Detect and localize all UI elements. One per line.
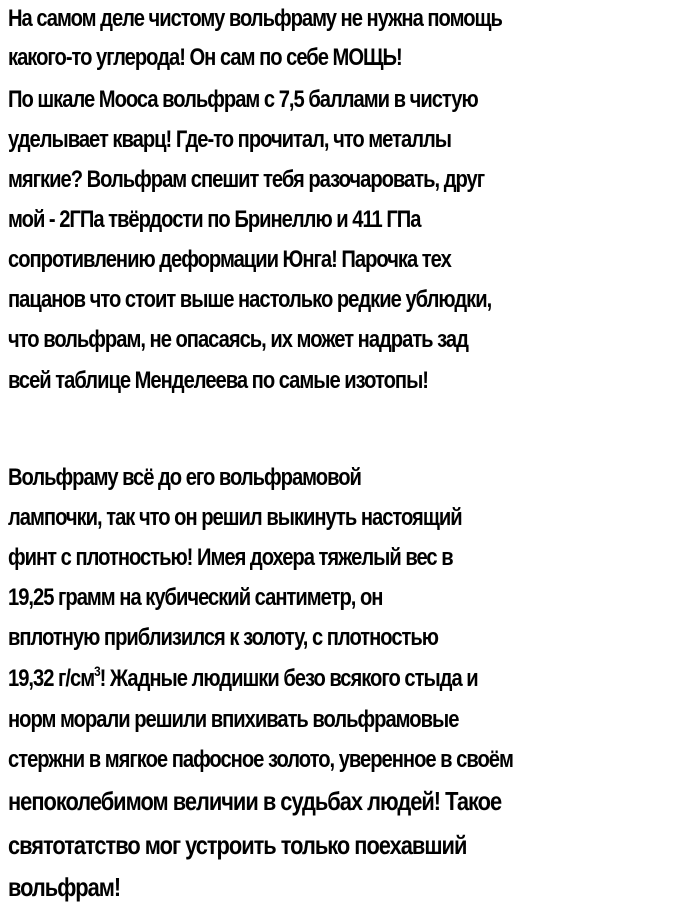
text-line: лампочки, так что он решил выкинуть настоящий [8,504,462,531]
text-line: вплотную приблизился к золоту, с плотностью [8,624,439,651]
text-line: какого-то углерода! Он сам по себе МОЩЬ! [8,44,402,71]
text-line: что вольфрам, не опасаясь, их может надрать зад [8,326,468,353]
text-line: вольфрам! [8,872,121,902]
density-value: 19,32 г/см [8,665,95,692]
density-exponent: 3 [94,663,100,679]
text-line: стержни в мягкое пафосное золото, уверенное в своём [8,746,513,773]
text-line: святотатство мог устроить только поехавший [8,830,467,860]
text-line: На самом деле чистому вольфраму не нужна помощь [8,5,502,32]
text-line: уделывает кварц! Где-то прочитал, что металлы [8,126,452,153]
text-line: финт с плотностью! Имея дохера тяжелый вес в [8,544,453,571]
text-line: 19,25 грамм на кубический сантиметр, он [8,584,383,611]
text-line: мой - 2ГПа твёрдости по Бринеллю и 411 ГПа [8,206,421,233]
density-rest: ! Жадные людишки безо всякого стыда и [99,665,478,692]
text-line: непоколебимом величии в судьбах людей! Такое [8,786,502,816]
text-line: пацанов что стоит выше настолько редкие ублюдки, [8,286,492,313]
text-line: всей таблице Менделеева по самые изотопы! [8,367,428,394]
text-line: сопротивлению деформации Юнга! Парочка тех [8,246,451,273]
text-line: По шкале Мооса вольфрам с 7,5 баллами в чистую [8,86,478,113]
text-line: мягкие? Вольфрам спешит тебя разочаровать, друг [8,166,485,193]
text-line: Вольфраму всё до его вольфрамовой [8,464,361,491]
density-line [8,664,478,694]
text-line: норм морали решили впихивать вольфрамовые [8,706,459,733]
